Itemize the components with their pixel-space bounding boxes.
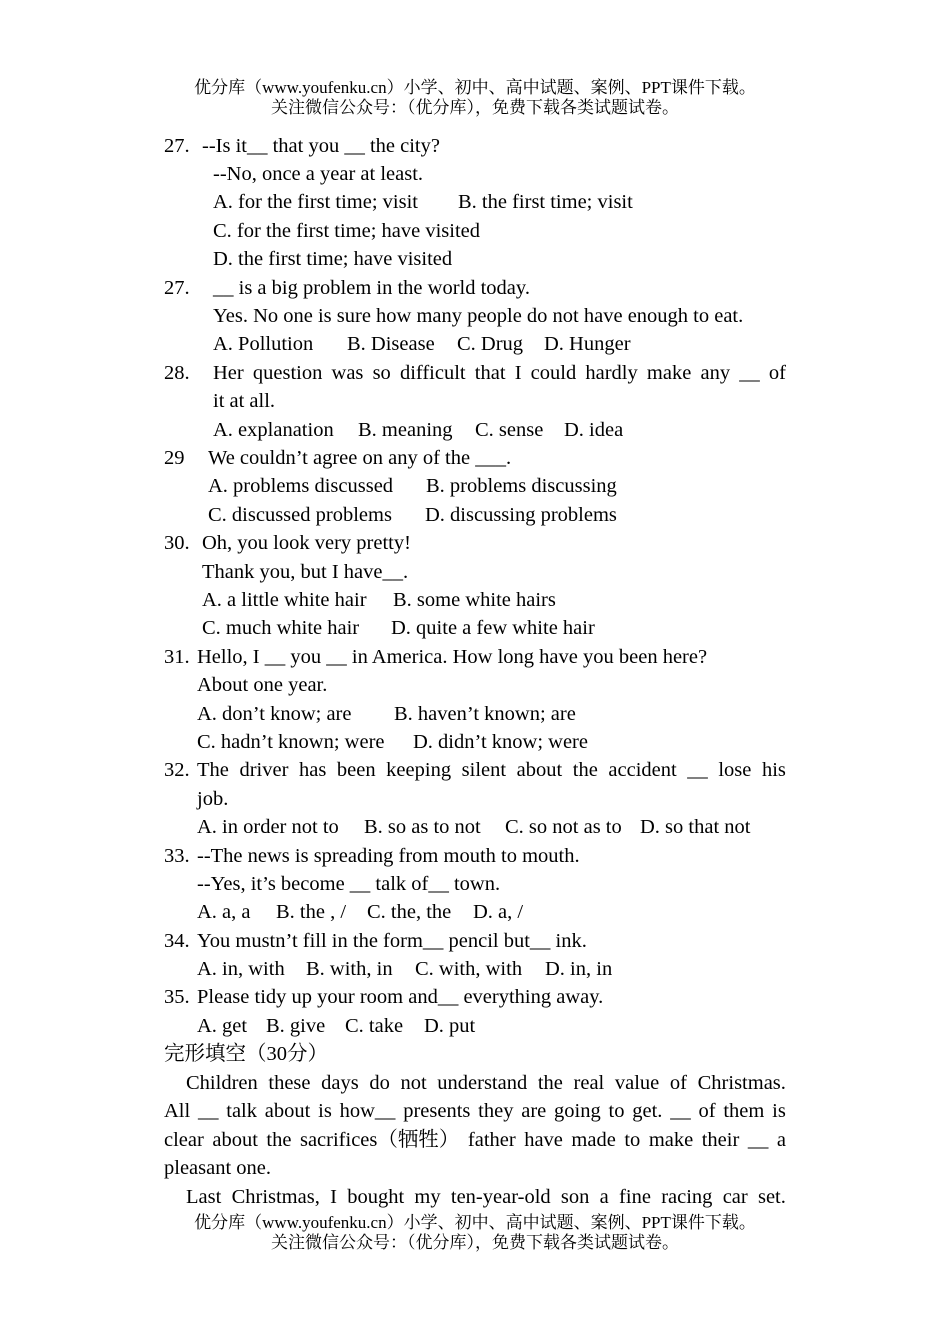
- option-a: A. in, with: [197, 958, 285, 980]
- option-d: D. quite a few white hair: [391, 617, 595, 639]
- question-text: it at all.: [213, 390, 276, 412]
- option-b: B. with, in: [306, 958, 393, 980]
- footer-line-2: 关注微信公众号：（优分库），免费下载各类试题试卷。: [271, 1233, 679, 1252]
- option-a: A. don’t know; are: [197, 703, 352, 725]
- section-title: 完形填空（30分）: [164, 1043, 328, 1065]
- option-b: B. problems discussing: [426, 475, 617, 497]
- question-number: 33.: [164, 845, 190, 867]
- cloze-paragraph-line: [186, 1183, 786, 1211]
- option-c: C. with, with: [415, 958, 523, 980]
- question-number: 34.: [164, 930, 190, 952]
- option-c: C. much white hair: [202, 617, 360, 639]
- option-b: B. meaning: [358, 419, 453, 441]
- option-d: D. a, /: [473, 901, 524, 923]
- cloze-text: pleasant one.: [164, 1157, 272, 1179]
- question-text: Please tidy up your room and__ everything away.: [197, 986, 604, 1008]
- question-number: 27.: [164, 135, 190, 157]
- question-text: Oh, you look very pretty!: [202, 532, 411, 554]
- question-number: 35.: [164, 986, 190, 1008]
- question-text-part: The driver has been keeping silent about the accident __ lose his: [197, 759, 786, 781]
- option-b: B. haven’t known; are: [394, 703, 576, 725]
- question-text: job.: [197, 788, 229, 810]
- option-c: C. take: [345, 1015, 404, 1037]
- option-b: B. the , /: [276, 901, 347, 923]
- question-text: --No, once a year at least.: [213, 163, 424, 185]
- option-a: A. problems discussed: [208, 475, 394, 497]
- cloze-text: All __ talk about is how__ presents they are going to get. __ of them is: [164, 1100, 786, 1122]
- option-a: A. Pollution: [213, 333, 314, 355]
- question-number: 27.: [164, 277, 190, 299]
- cloze-paragraph-line: [164, 1097, 786, 1125]
- option-a: A. a little white hair: [202, 589, 367, 611]
- question-text-part: Her question was so difficult that I could hardly make any __ of: [213, 362, 786, 384]
- question-number: 28.: [164, 362, 190, 384]
- option-c: C. hadn’t known; were: [197, 731, 385, 753]
- option-a: A. get: [197, 1015, 248, 1037]
- question-text: --Is it__ that you __ the city?: [202, 135, 440, 157]
- question-number: 30.: [164, 532, 190, 554]
- option-c: C. discussed problems: [208, 504, 392, 526]
- question-text: You mustn’t fill in the form__ pencil but__ ink.: [197, 930, 587, 952]
- option-a: A. in order not to: [197, 816, 339, 838]
- option-d: D. didn’t know; were: [413, 731, 588, 753]
- question-text: --Yes, it’s become __ talk of__ town.: [197, 873, 501, 895]
- cloze-paragraph-line: [186, 1069, 786, 1097]
- option-c: C. sense: [475, 419, 544, 441]
- footer-line-1: 优分库（www.youfenku.cn）小学、初中、高中试题、案例、PPT课件下载。: [194, 1213, 756, 1232]
- cloze-text: Last Christmas, I bought my ten-year-old son a fine racing car set.: [186, 1186, 786, 1208]
- question-number: 32.: [164, 759, 190, 781]
- question-text: Yes. No one is sure how many people do not have enough to eat.: [213, 305, 744, 327]
- option-d: D. Hunger: [544, 333, 631, 355]
- option-a: A. for the first time; visit: [213, 191, 418, 213]
- question-text: __ is a big problem in the world today.: [213, 277, 530, 299]
- option-c: C. for the first time; have visited: [213, 220, 481, 242]
- cloze-paragraph-line: [164, 1126, 786, 1154]
- question-text: --The news is spreading from mouth to mouth.: [197, 845, 580, 867]
- option-d: D. put: [424, 1015, 476, 1037]
- option-d: D. discussing problems: [425, 504, 617, 526]
- question-text: Hello, I __ you __ in America. How long have you been here?: [197, 646, 708, 668]
- option-b: B. the first time; visit: [458, 191, 633, 213]
- question-text: [197, 756, 786, 784]
- option-d: D. idea: [564, 419, 624, 441]
- question-text: [213, 359, 786, 387]
- question-number: 31.: [164, 646, 190, 668]
- option-d: D. in, in: [545, 958, 613, 980]
- option-a: A. explanation: [213, 419, 334, 441]
- option-c: C. so not as to: [505, 816, 622, 838]
- option-b: B. so as to not: [364, 816, 481, 838]
- option-b: B. give: [266, 1015, 326, 1037]
- cloze-text: clear about the sacrifices（牺牲） father have made to make their __ a: [164, 1129, 786, 1151]
- option-c: C. Drug: [457, 333, 524, 355]
- option-c: C. the, the: [367, 901, 452, 923]
- question-text: Thank you, but I have__.: [202, 561, 409, 583]
- option-a: A. a, a: [197, 901, 251, 923]
- option-b: B. Disease: [347, 333, 435, 355]
- question-text: About one year.: [197, 674, 328, 696]
- option-b: B. some white hairs: [393, 589, 556, 611]
- header-line-2: 关注微信公众号：（优分库），免费下载各类试题试卷。: [271, 98, 679, 117]
- question-number: 29: [164, 447, 185, 469]
- question-text: We couldn’t agree on any of the ___.: [208, 447, 512, 469]
- option-d: D. so that not: [640, 816, 751, 838]
- cloze-text: Children these days do not understand the real value of Christmas.: [186, 1072, 786, 1094]
- option-d: D. the first time; have visited: [213, 248, 453, 270]
- header-line-1: 优分库（www.youfenku.cn）小学、初中、高中试题、案例、PPT课件下载。: [194, 78, 756, 97]
